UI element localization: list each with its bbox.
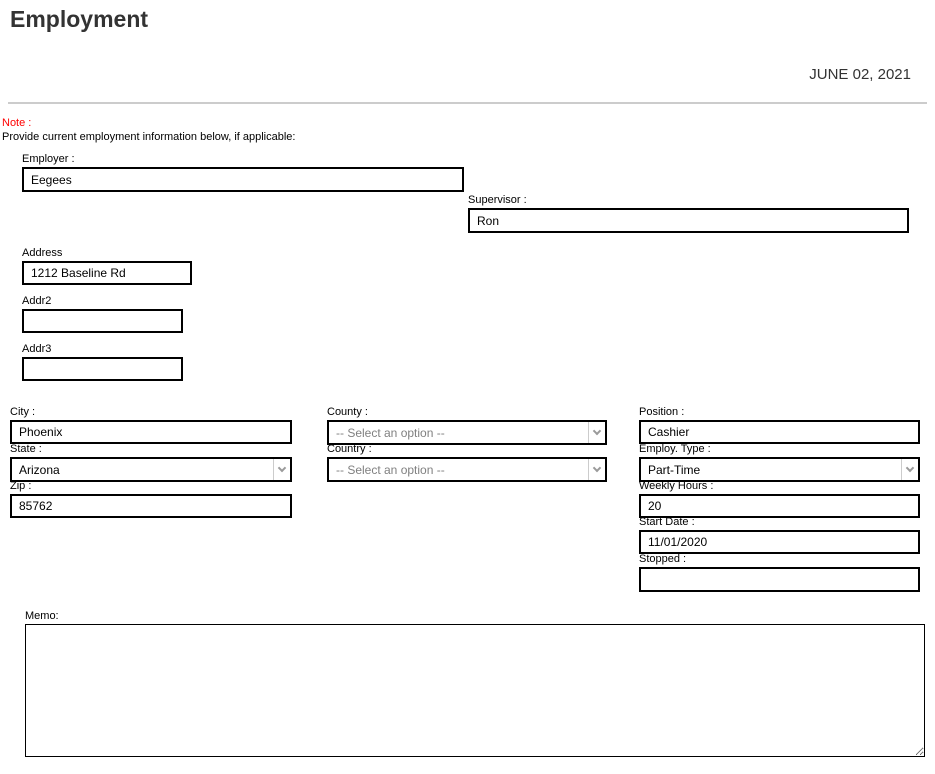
country-field xyxy=(327,443,607,482)
stopped-label: Stopped : xyxy=(639,553,687,565)
zip-label: Zip : xyxy=(10,480,32,492)
weekly-hours-label: Weekly Hours : xyxy=(639,480,714,492)
supervisor-input[interactable] xyxy=(468,208,909,233)
county-select-arrow-zone xyxy=(588,422,605,443)
position-field xyxy=(639,406,920,444)
zip-input[interactable] xyxy=(10,494,292,518)
state-select-value: Arizona xyxy=(19,462,60,477)
position-label: Position : xyxy=(639,406,685,418)
page-title: Employment xyxy=(10,6,149,32)
date-text: JUNE 02, 2021 xyxy=(809,66,911,83)
zip-field xyxy=(10,480,292,518)
country-select-value: -- Select an option -- xyxy=(336,462,445,477)
employ-type-field xyxy=(639,443,920,482)
note-text: Provide current employment information below, if applicable: xyxy=(2,131,296,143)
state-select-arrow-zone xyxy=(273,459,290,480)
chevron-down-icon xyxy=(593,464,601,472)
chevron-down-icon xyxy=(906,464,914,472)
state-field xyxy=(10,443,292,482)
employ-type-select[interactable] xyxy=(639,457,920,482)
country-select[interactable] xyxy=(327,457,607,482)
address-field xyxy=(22,247,192,285)
country-select-arrow-zone xyxy=(588,459,605,480)
memo-textarea[interactable] xyxy=(25,624,925,757)
address-label: Address xyxy=(22,247,63,259)
weekly-hours-field xyxy=(639,480,920,518)
city-field xyxy=(10,406,292,444)
city-label: City : xyxy=(10,406,36,418)
city-input[interactable] xyxy=(10,420,292,444)
county-select-value: -- Select an option -- xyxy=(336,425,445,440)
addr3-label: Addr3 xyxy=(22,343,52,355)
employer-input[interactable] xyxy=(22,167,464,192)
stopped-field xyxy=(639,553,920,592)
state-label: State : xyxy=(10,443,42,455)
stopped-input[interactable] xyxy=(639,567,920,592)
note-label: Note : xyxy=(2,117,32,129)
county-field xyxy=(327,406,607,445)
supervisor-field xyxy=(468,194,909,233)
start-date-input[interactable] xyxy=(639,530,920,554)
employer-label: Employer : xyxy=(22,153,75,165)
memo-label: Memo: xyxy=(25,610,59,622)
employer-field xyxy=(22,153,464,192)
addr2-field xyxy=(22,295,183,333)
employ-type-select-value: Part-Time xyxy=(648,462,701,477)
start-date-field xyxy=(639,516,920,554)
employ-type-label: Employ. Type : xyxy=(639,443,711,455)
weekly-hours-input[interactable] xyxy=(639,494,920,518)
addr2-label: Addr2 xyxy=(22,295,52,307)
position-input[interactable] xyxy=(639,420,920,444)
memo-field xyxy=(25,610,925,757)
address-input[interactable] xyxy=(22,261,192,285)
country-label: Country : xyxy=(327,443,372,455)
addr3-field xyxy=(22,343,183,381)
chevron-down-icon xyxy=(278,464,286,472)
addr2-input[interactable] xyxy=(22,309,183,333)
start-date-label: Start Date : xyxy=(639,516,695,528)
state-select[interactable] xyxy=(10,457,292,482)
chevron-down-icon xyxy=(593,427,601,435)
employ-type-select-arrow-zone xyxy=(901,459,918,480)
supervisor-label: Supervisor : xyxy=(468,194,527,206)
county-label: County : xyxy=(327,406,368,418)
section-divider xyxy=(8,102,927,104)
addr3-input[interactable] xyxy=(22,357,183,381)
county-select[interactable] xyxy=(327,420,607,445)
